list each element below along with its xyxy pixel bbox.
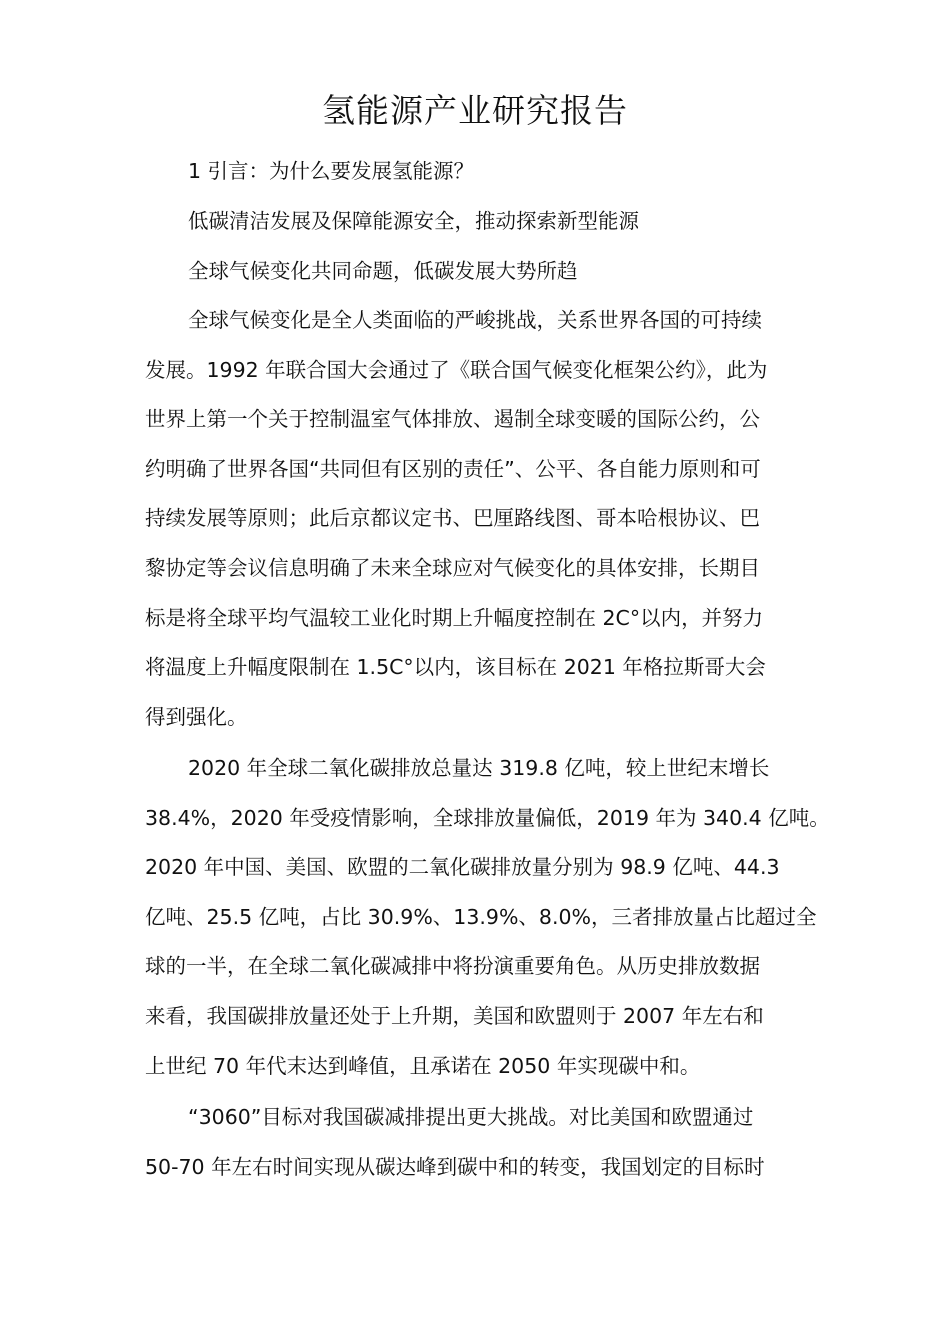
paragraph-line: 球的一半，在全球二氧化碳减排中将扮演重要角色。从历史排放数据 xyxy=(145,954,760,979)
paragraph-line: 2020 年中国、美国、欧盟的二氧化碳排放量分别为 98.9 亿吨、44.3 xyxy=(145,855,780,880)
paragraph-line: 得到强化。 xyxy=(145,704,248,729)
paragraph-co2-emissions xyxy=(145,744,830,1091)
paragraph-line: 黎协定等会议信息明确了未来全球应对气候变化的具体安排，长期目 xyxy=(145,555,760,580)
paragraph-line: “3060”目标对我国碳减排提出更大挑战。对比美国和欧盟通过 xyxy=(188,1105,754,1129)
paragraph-line: 全球气候变化是全人类面临的严峻挑战，关系世界各国的可持续 xyxy=(188,308,762,332)
paragraph-line: 亿吨、25.5 亿吨，占比 30.9%、13.9%、8.0%，三者排放量占比超过全 xyxy=(145,904,817,929)
paragraph-3060-target xyxy=(145,1093,813,1192)
paragraph-line: 发展。1992 年联合国大会通过了《联合国气候变化框架公约》，此为 xyxy=(145,357,768,382)
paragraph-line: 来看，我国碳排放量还处于上升期，美国和欧盟则于 2007 年左右和 xyxy=(145,1003,764,1028)
paragraph-line: 50-70 年左右时间实现从碳达峰到碳中和的转变，我国划定的目标时 xyxy=(145,1154,765,1179)
paragraph-line: 持续发展等原则；此后京都议定书、巴厘路线图、哥本哈根协议、巴 xyxy=(145,506,760,531)
paragraph-line: 约明确了世界各国“共同但有区别的责任”、公平、各自能力原则和可 xyxy=(145,456,761,481)
paragraph-line: 将温度上升幅度限制在 1.5C°以内，该目标在 2021 年格拉斯哥大会 xyxy=(145,655,766,680)
subsection-heading-climate-change: 全球气候变化共同命题，低碳发展大势所趋 xyxy=(188,259,578,283)
section-heading-introduction: 1 引言：为什么要发展氢能源？ xyxy=(188,159,475,183)
paragraph-line: 2020 年全球二氧化碳排放总量达 319.8 亿吨，较上世纪末增长 xyxy=(188,756,770,780)
paragraph-line: 38.4%，2020 年受疫情影响，全球排放量偏低，2019 年为 340.4 亿吨。 xyxy=(145,805,830,830)
paragraph-line: 世界上第一个关于控制温室气体排放、遏制全球变暖的国际公约，公 xyxy=(145,407,760,432)
paragraph-line: 标是将全球平均气温较工业化时期上升幅度控制在 2C°以内，并努力 xyxy=(145,605,764,630)
document-title: 氢能源产业研究报告 xyxy=(322,91,628,130)
paragraph-climate-change xyxy=(145,296,813,742)
subsection-heading-energy-security: 低碳清洁发展及保障能源安全，推动探索新型能源 xyxy=(188,209,639,233)
paragraph-line: 上世纪 70 年代末达到峰值，且承诺在 2050 年实现碳中和。 xyxy=(145,1053,701,1078)
